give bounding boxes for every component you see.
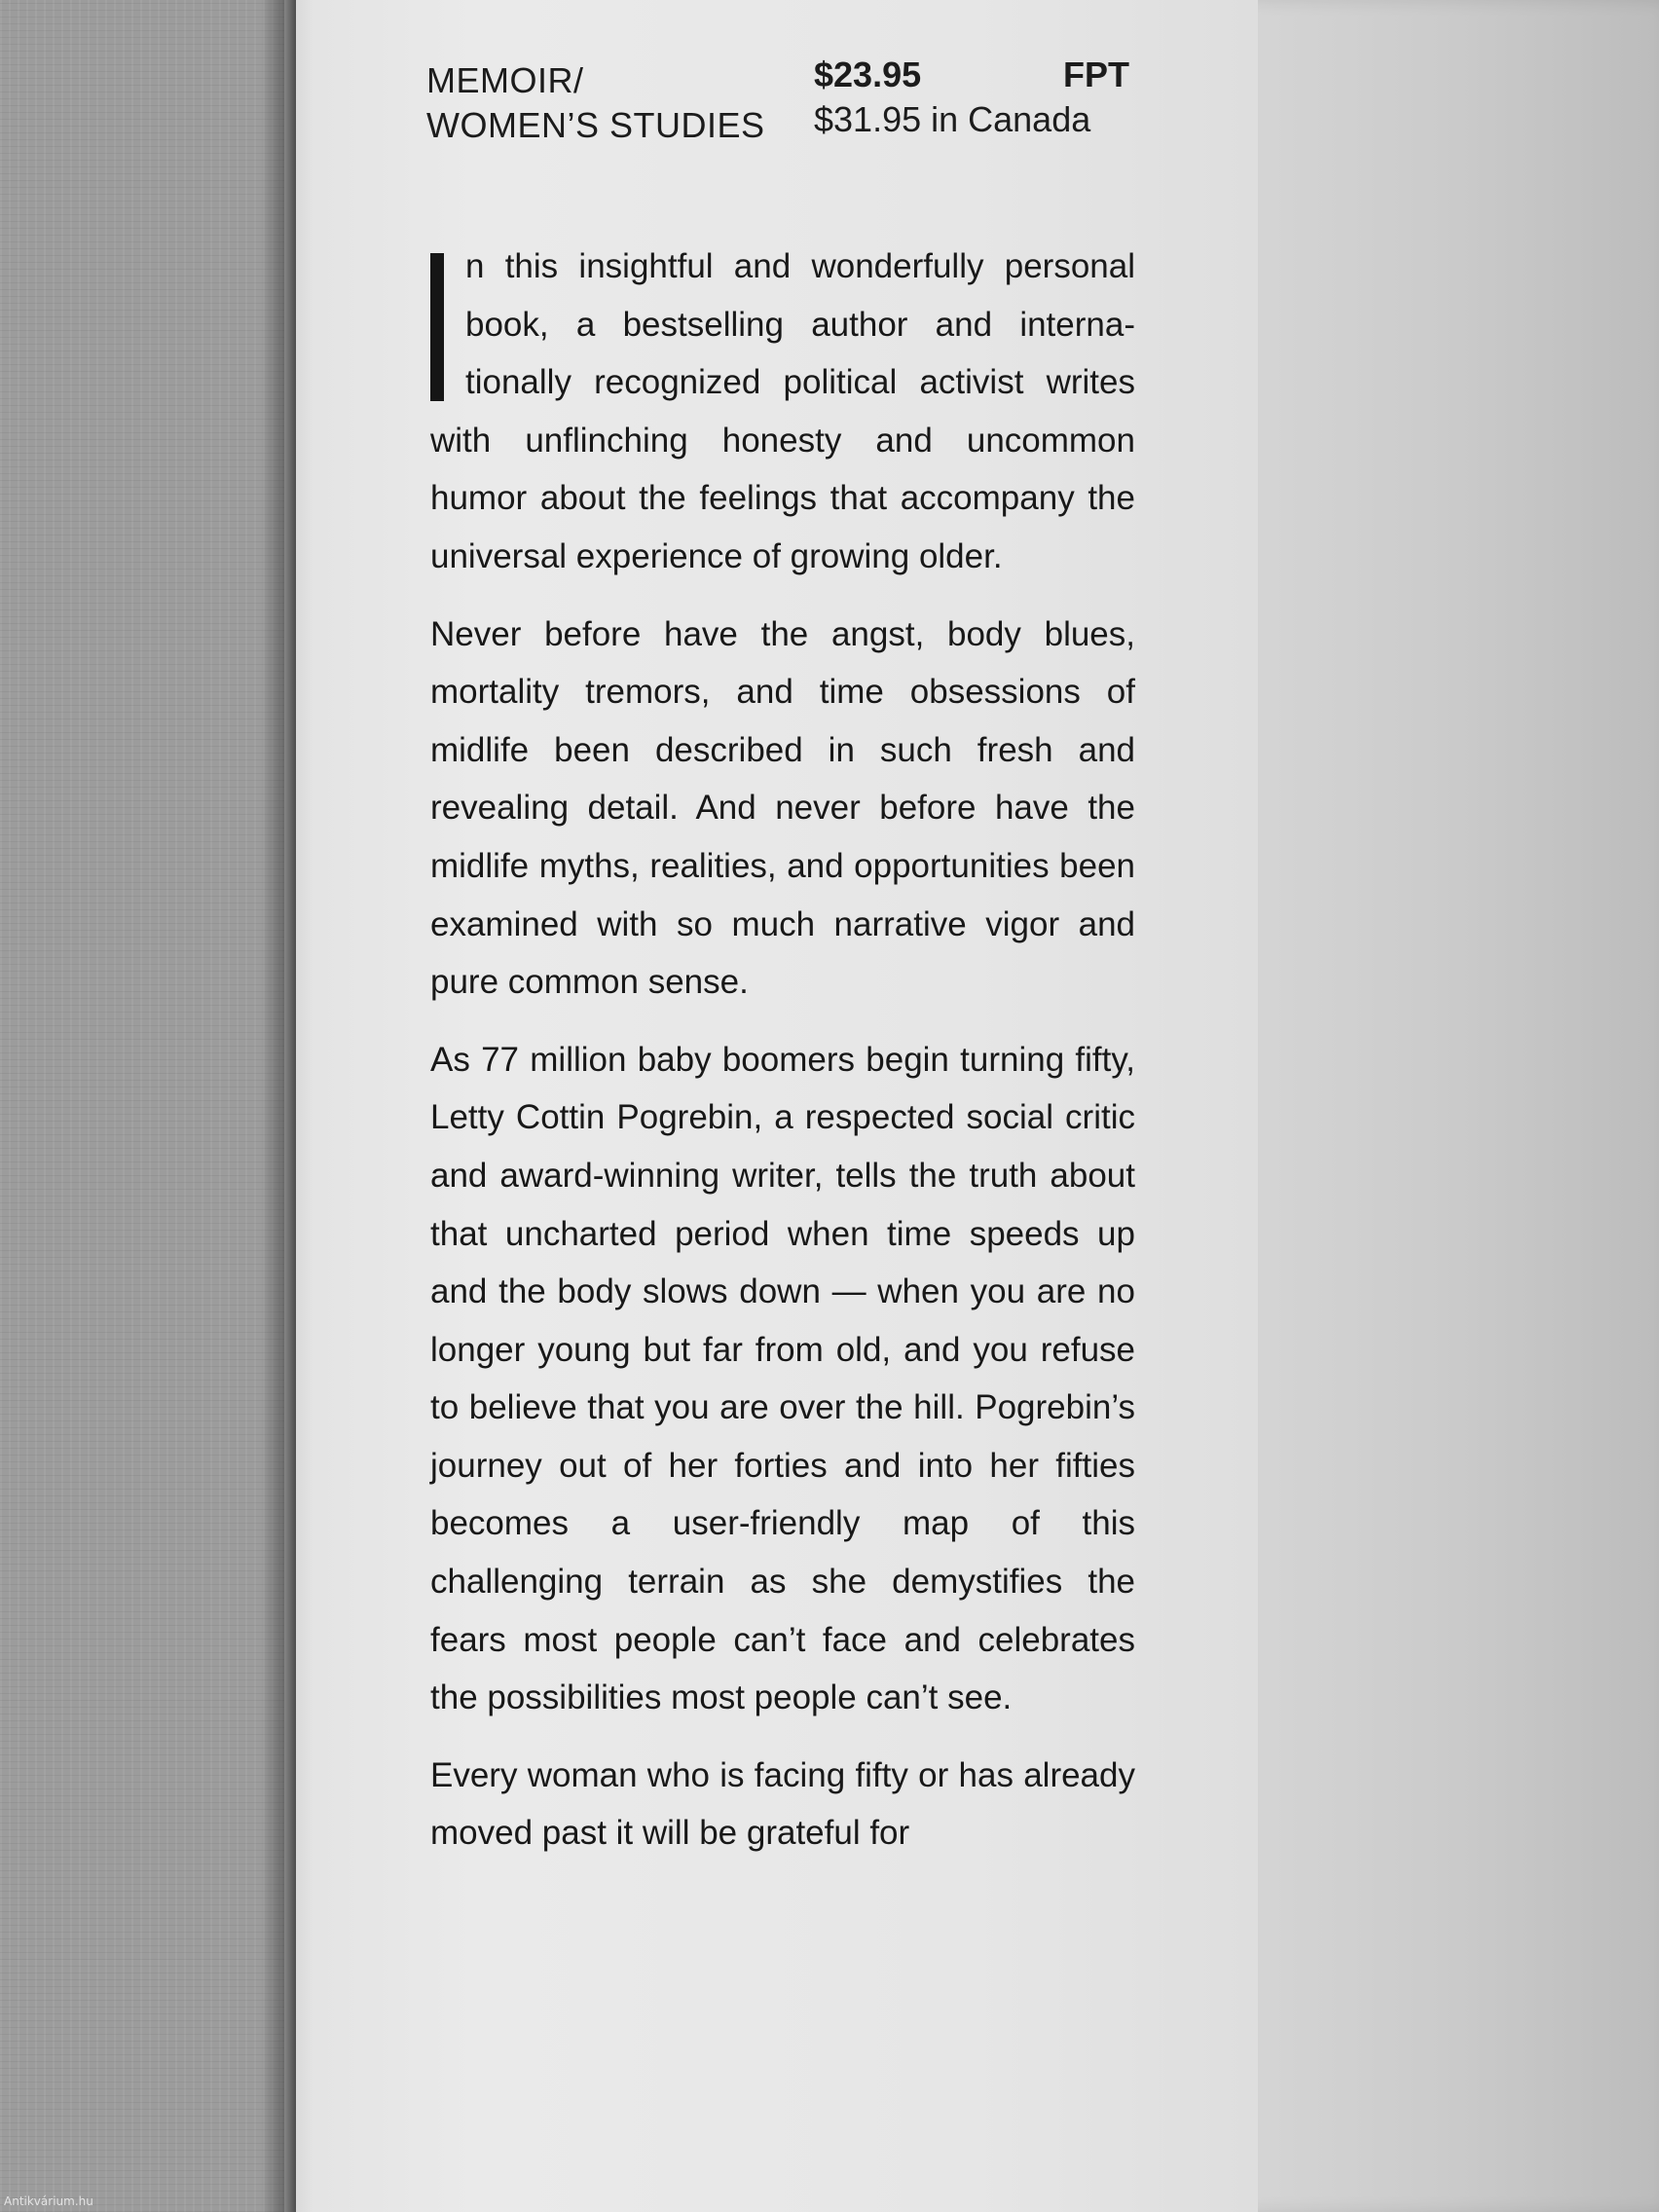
price-us: $23.95 <box>814 55 922 94</box>
dropcap-i <box>430 253 444 401</box>
category-label: MEMOIR/ WOMEN’S STUDIES <box>426 60 765 145</box>
price-canada: $31.95 in Canada <box>814 99 1091 139</box>
paragraph-1-text: n this insightful and wonderfully personal book, a bestselling author and internationally recognized political activist writes with unflinching honesty and uncommon humor about the feelings that accompany the universal experience of growing older. <box>430 247 1135 575</box>
flap-body-copy <box>430 238 1135 1882</box>
paragraph-4: Every woman who is facing fifty or has already moved past it will be grateful for <box>430 1755 1135 1853</box>
paragraph-1 <box>430 238 1135 586</box>
fabric-backdrop <box>0 0 292 2212</box>
flap-edge-shadow <box>261 0 296 2212</box>
book-cover-panel <box>1229 0 1659 2212</box>
flap-header <box>426 53 1129 150</box>
watermark-text: Antikvárium.hu <box>4 2194 93 2208</box>
paragraph-2: Never before have the angst, body blues, mortality tremors, and time obsessions of midlife been described in such fresh and revealing detail. And never before have the midlife myths, realities, and opportunities been examined with so much narrative vigor and pure common sense. <box>430 614 1135 1002</box>
paragraph-3: As 77 million baby boomers begin turning fifty, Letty Cottin Pogrebin, a respected social critic and award-winning writer, tells the truth about that uncharted period when time speeds up and the body slows down — when you are no longer young but far from old, and you refuse to believe that you are over the hill. Pogrebin’s journey out of her forties and into her fifties becomes a user-friendly map of this challenging terrain as she demystifies the fears most people can’t face and celebrates the possibilities most people can’t see. <box>430 1040 1135 1717</box>
imprint-code: FPT <box>1063 55 1129 94</box>
